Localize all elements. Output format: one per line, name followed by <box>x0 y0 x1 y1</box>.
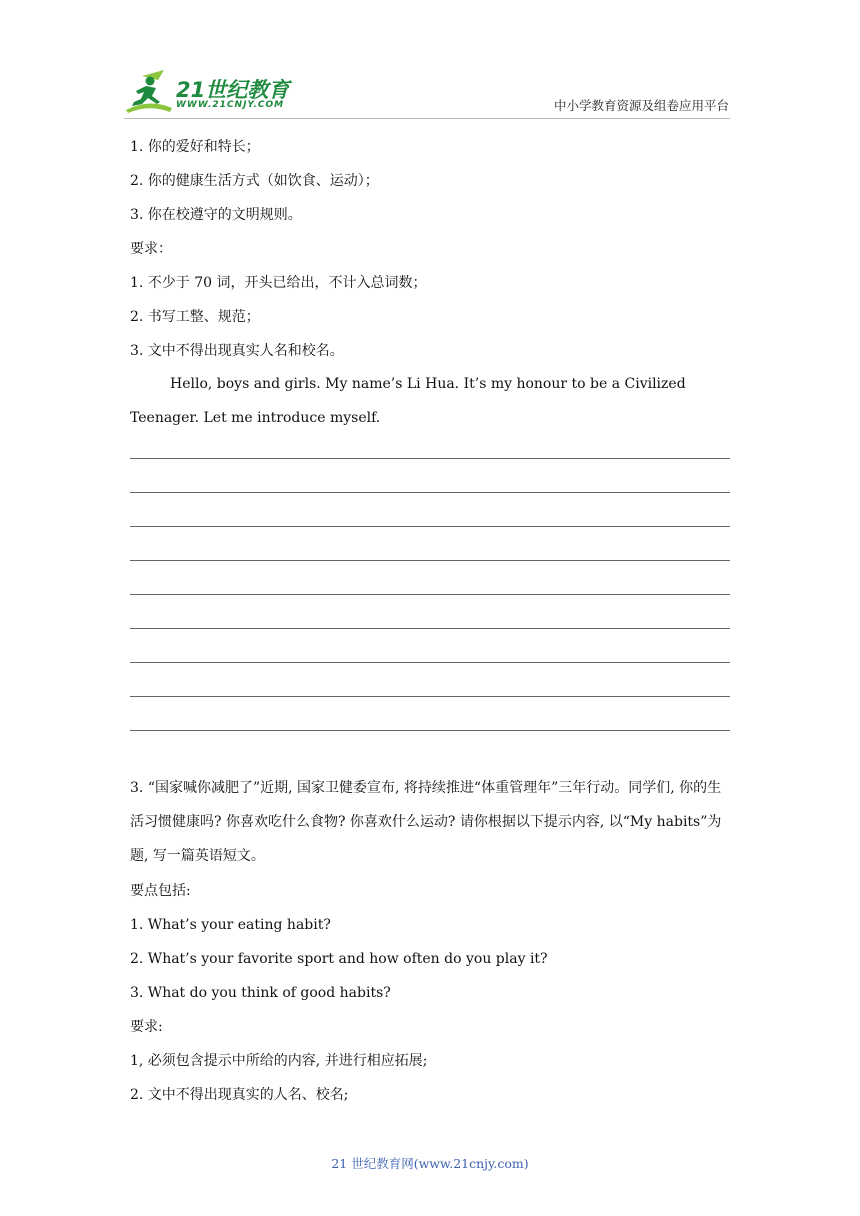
logo-url: WWW.21CNJY.COM <box>176 100 285 110</box>
header-divider <box>124 118 730 119</box>
answer-line[interactable] <box>130 492 730 493</box>
point-item-3: 3. What do you think of good habits? <box>130 985 391 1001</box>
hint-item-3: 3. 你在校遵守的文明规则。 <box>130 207 302 223</box>
requirement-item-1: 1. 不少于 70 词，开头已给出，不计入总词数； <box>130 275 427 291</box>
answer-line[interactable] <box>130 730 730 731</box>
runner-logo-icon <box>124 68 174 114</box>
question-3-intro: 3. “国家喊你减肥了”近期, 国家卫健委宣布, 将持续推进“体重管理年”三年行动。同学们, 你的生活习惯健康吗? 你喜欢吃什么食物? 你喜欢什么运动? 请你根据以下提示内容, 以“My habits”为题, 写一篇英语短文。 <box>130 780 722 864</box>
answer-line[interactable] <box>130 662 730 663</box>
q3-requirement-item-2: 2. 文中不得出现真实的人名、校名; <box>130 1087 349 1103</box>
q3-requirements-heading: 要求: <box>130 1019 163 1035</box>
hint-item-1: 1. 你的爱好和特长； <box>130 139 260 155</box>
answer-line[interactable] <box>130 696 730 697</box>
answer-line[interactable] <box>130 560 730 561</box>
answer-line[interactable] <box>130 458 730 459</box>
requirements-heading: 要求： <box>130 241 172 257</box>
point-item-2: 2. What’s your favorite sport and how often do you play it? <box>130 951 548 967</box>
page-header <box>0 0 860 130</box>
requirement-item-2: 2. 书写工整、规范； <box>130 309 260 325</box>
platform-text: 中小学教育资源及组卷应用平台 <box>553 98 729 113</box>
answer-line[interactable] <box>130 526 730 527</box>
logo-text: 21世纪教育 <box>176 78 290 102</box>
essay-opening: Hello, boys and girls. My name’s Li Hua. It’s my honour to be a Civilized Teenager. Let me introduce myself. <box>130 376 686 426</box>
q3-requirement-item-1: 1, 必须包含提示中所给的内容, 并进行相应拓展; <box>130 1053 428 1069</box>
answer-line[interactable] <box>130 594 730 595</box>
logo <box>124 68 294 116</box>
answer-line[interactable] <box>130 628 730 629</box>
points-heading: 要点包括: <box>130 883 191 899</box>
point-item-1: 1. What’s your eating habit? <box>130 917 331 933</box>
hint-item-2: 2. 你的健康生活方式（如饮食、运动）； <box>130 173 379 189</box>
requirement-item-3: 3. 文中不得出现真实人名和校名。 <box>130 343 344 359</box>
footer-link[interactable]: 21 世纪教育网(www.21cnjy.com) <box>331 1156 529 1171</box>
